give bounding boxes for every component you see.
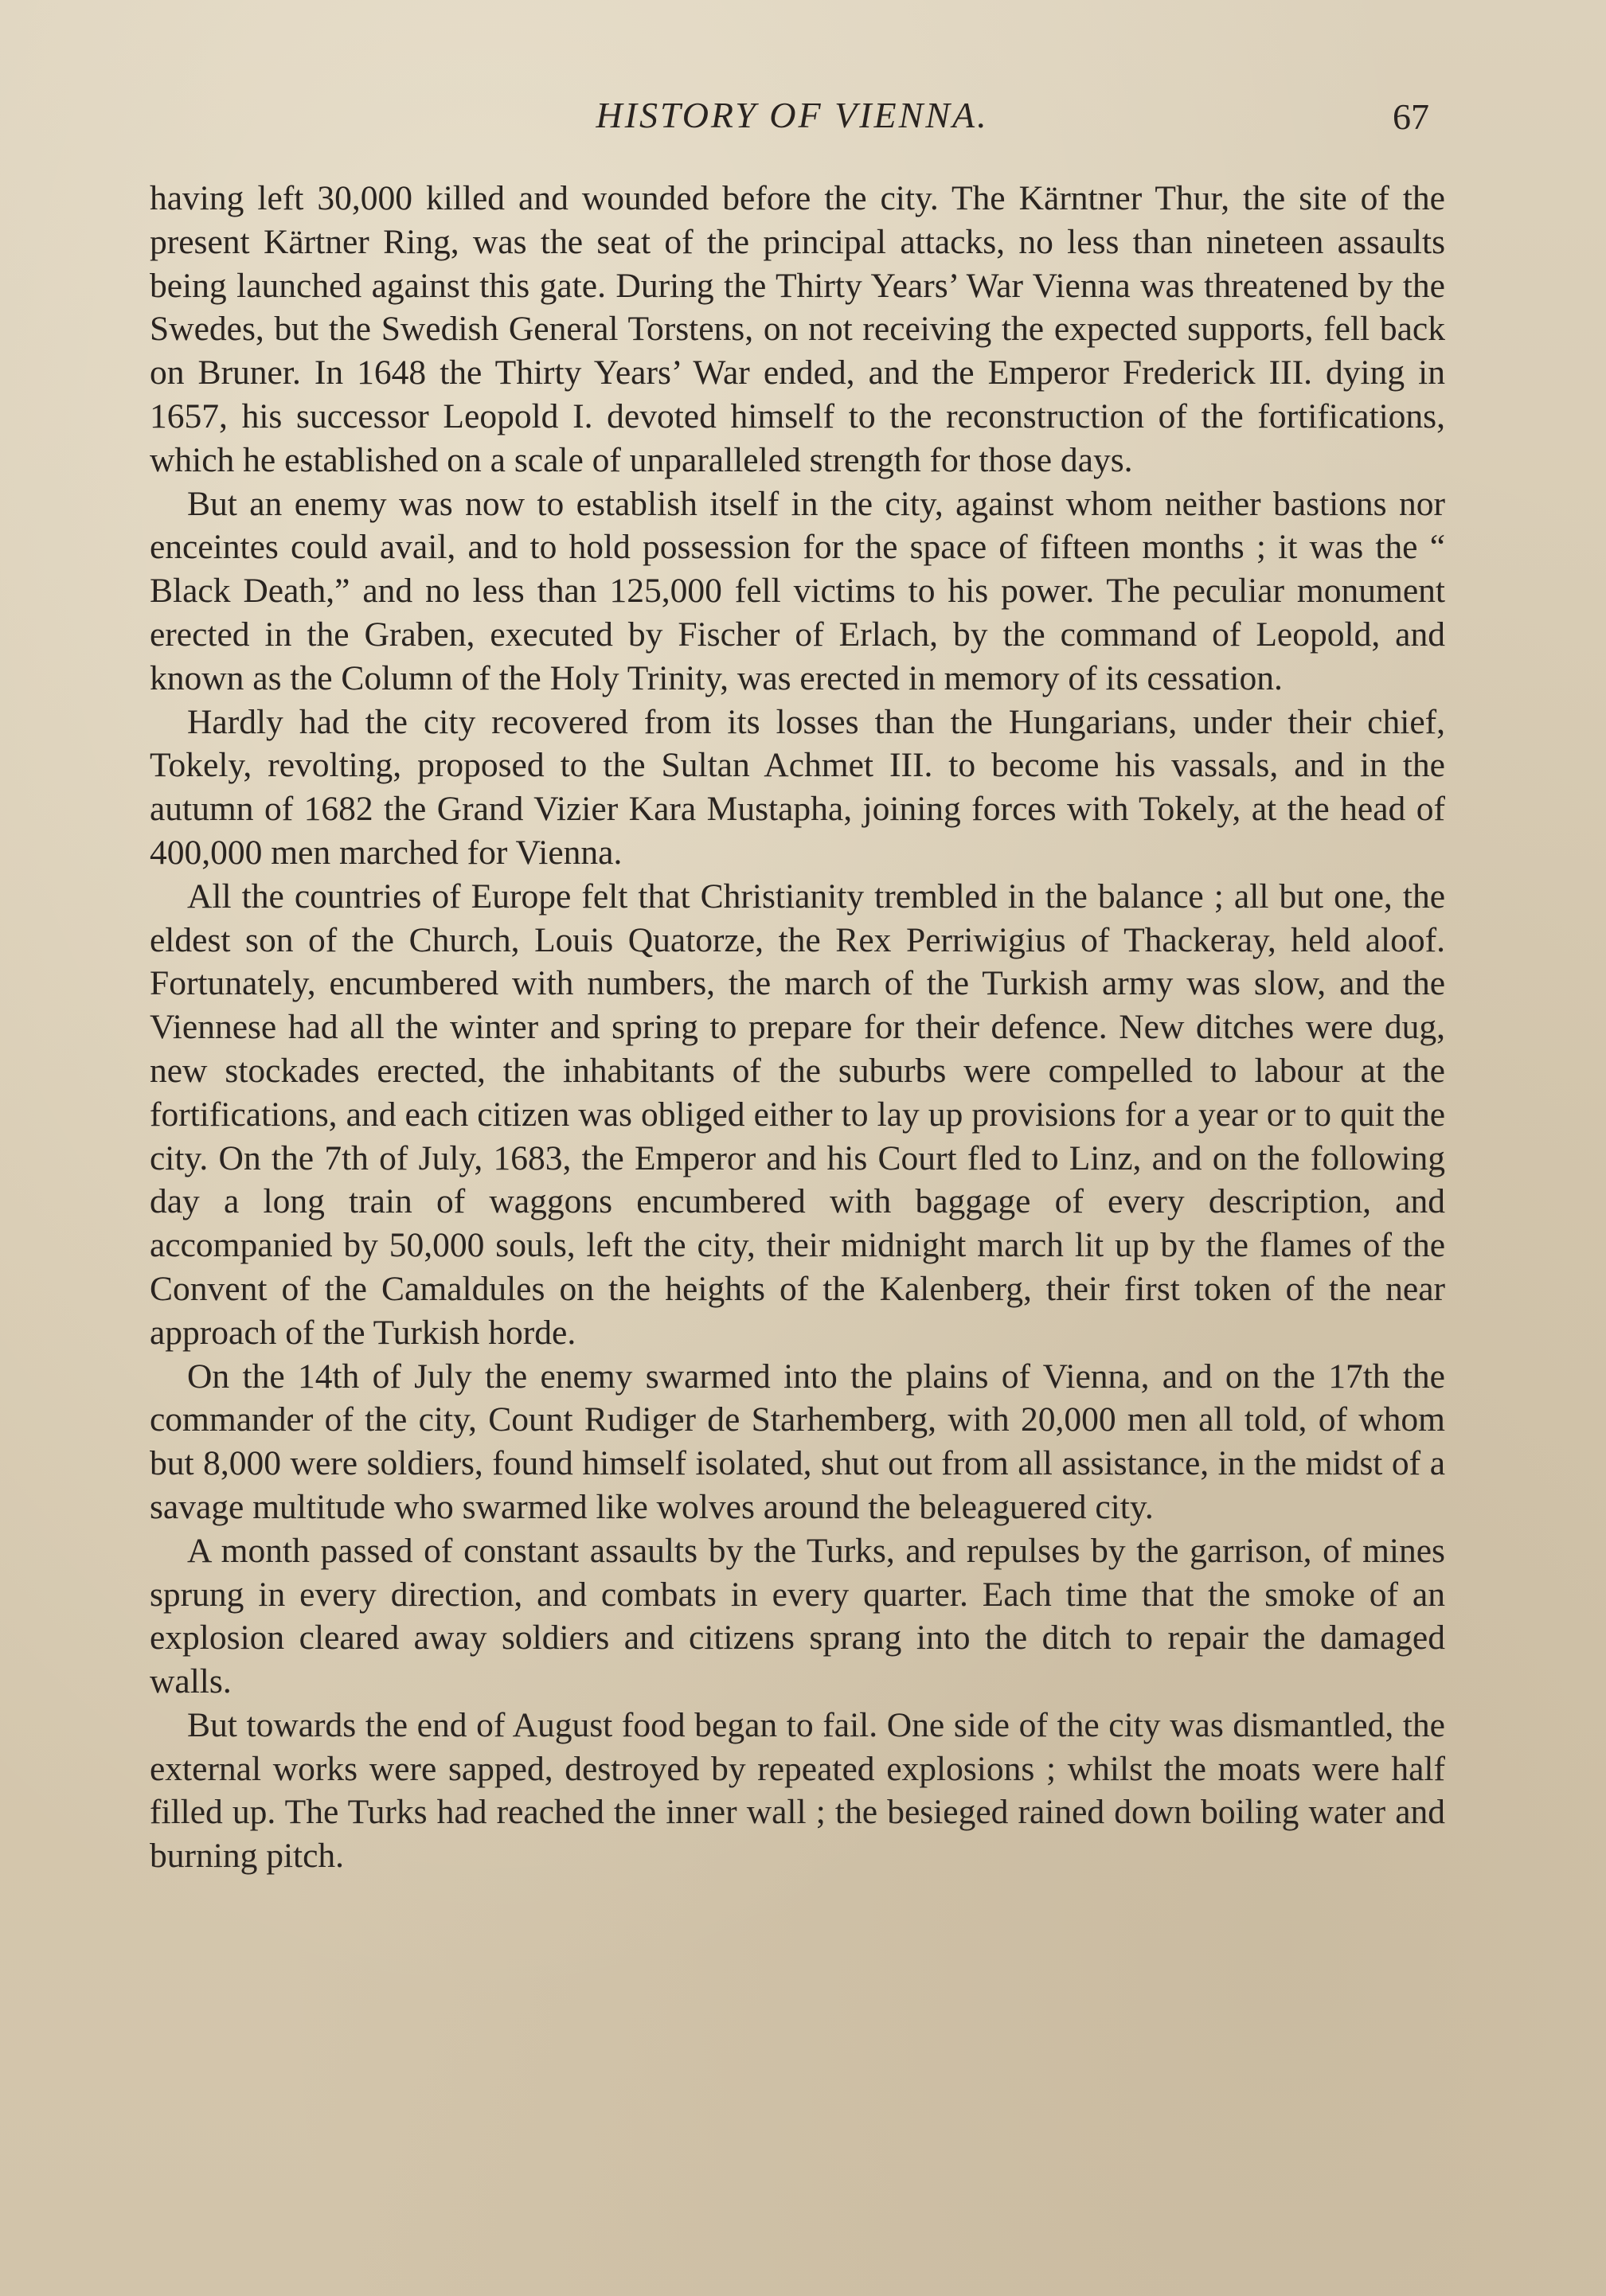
paragraph: But an enemy was now to establish itself in the city, against whom neither bastions nor enceintes could avail, and to hold possession for the space of fifteen months ; it was the “ Black Death,” and no less than 125,000 fell victims to his power. The peculiar monument erected in the Graben, executed by Fischer of Erlach, by the command of Leopold, and known as the Column of the Holy Trinity, was erected in memory of its cessation.: [150, 484, 1445, 697]
page-number: 67: [1393, 96, 1429, 137]
running-head: [147, 94, 1437, 150]
running-title: HISTORY OF VIENNA.: [596, 95, 989, 135]
paragraph: having left 30,000 killed and wounded before the city. The Kärntner Thur, the site of the present Kärtner Ring, was the seat of the principal attacks, no less than nineteen assaults being launched against this gate. During the Thirty Years’ War Vienna was threatened by the Swedes, but the Swedish General Torstens, on not receiving the expected supports, fell back on Bruner. In 1648 the Thirty Years’ War ended, and the Emperor Frederick III. dying in 1657, his successor Leopold I. devoted himself to the reconstruction of the fortifications, which he established on a scale of unparalleled strength for those days.: [150, 179, 1445, 479]
paragraph: On the 14th of July the enemy swarmed into the plains of Vienna, and on the 17th the commander of the city, Count Rudiger de Starhemberg, with 20,000 men all told, of whom but 8,000 were soldiers, found himself isolated, shut out from all assistance, in the midst of a savage multitude who swarmed like wolves around the beleaguered city.: [150, 1357, 1445, 1526]
paragraph: Hardly had the city recovered from its losses than the Hungarians, under their chief, Tokely, revolting, proposed to the Sultan Achmet III. to become his vassals, and in the autumn of 1682 the Grand Vizier Kara Mustapha, joining forces with Tokely, at the head of 400,000 men marched for Vienna.: [150, 702, 1445, 872]
paragraph: A month passed of constant assaults by the Turks, and repulses by the garrison, of mines sprung in every direction, and combats in every quarter. Each time that the smoke of an explosion cleared away soldiers and citizens sprang into the ditch to repair the damaged walls.: [150, 1531, 1445, 1701]
paragraph: All the countries of Europe felt that Christianity trembled in the balance ; all but one, the eldest son of the Church, Louis Quatorze, the Rex Perriwigius of Thackeray, held aloof. Fortunately, encumbered with numbers, the march of the Turkish army was slow, and the Viennese had all the winter and spring to prepare for their defence. New ditches were dug, new stockades erected, the inhabitants of the suburbs were compelled to labour at the fortifications, and each citizen was obliged either to lay up provisions for a year or to quit the city. On the 7th of July, 1683, the Emperor and his Court fled to Linz, and on the following day a long train of waggons encumbered with baggage of every description, and accompanied by 50,000 souls, left the city, their midnight march lit up by the flames of the Convent of the Camaldules on the heights of the Kalenberg, their first token of the near approach of the Turkish horde.: [150, 877, 1445, 1352]
paragraph: But towards the end of August food began to fail. One side of the city was dismantled, the external works were sapped, destroyed by repeated explosions ; whilst the moats were half filled up. The Turks had reached the inner wall ; the besieged rained down boiling water and burning pitch.: [150, 1705, 1445, 1876]
body-text: [150, 177, 1445, 1878]
